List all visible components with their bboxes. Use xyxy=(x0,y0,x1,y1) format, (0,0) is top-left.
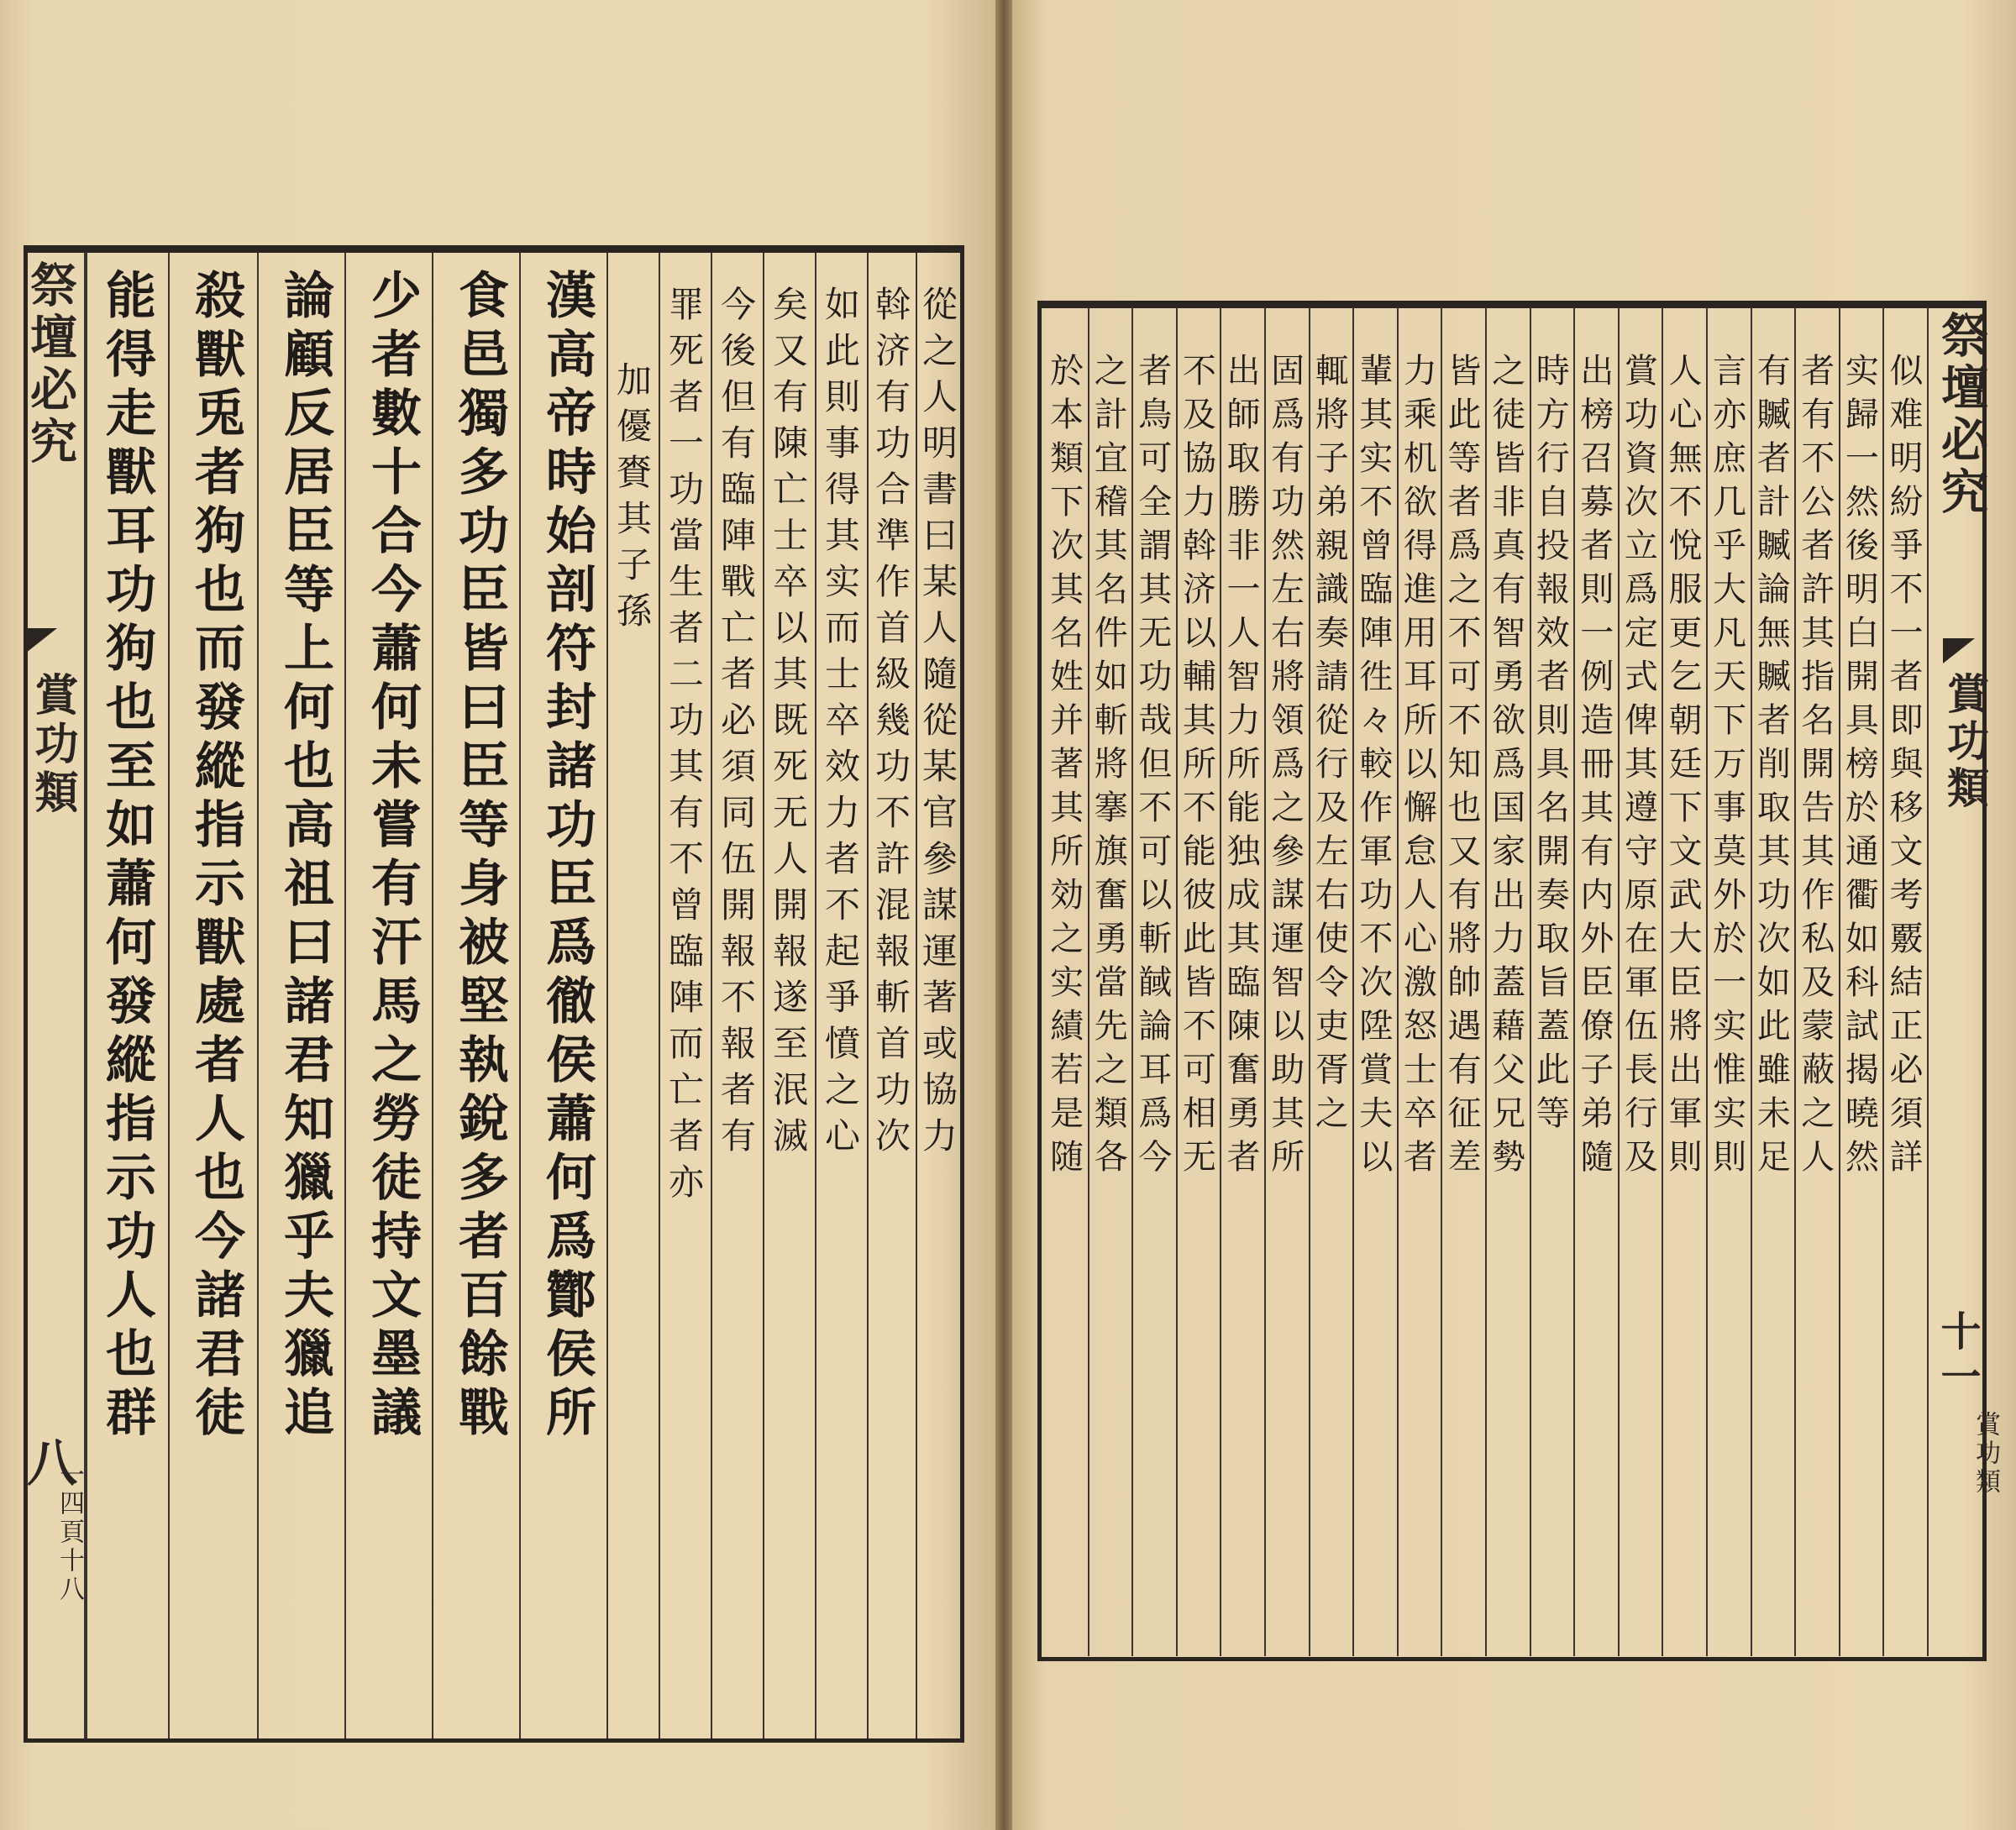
right-column-rule xyxy=(1397,307,1399,1656)
left-column: 斡济有功合準作首級幾功不許混報斬首功次 xyxy=(870,286,911,1163)
left-column: 如此則事得其实而士卒效力者不起爭憤之心 xyxy=(820,286,861,1163)
right-column: 实歸一然後明白開具榜於通衢如科試揭曉然 xyxy=(1840,353,1879,1182)
right-column-rule xyxy=(1882,307,1884,1656)
right-top-rule xyxy=(1037,301,1987,308)
right-margin-side-note: 賞功類 xyxy=(1971,1411,2000,1497)
left-fish-tail xyxy=(25,628,57,653)
left-column: 能得走獸耳功狗也至如蕭何發縱指示功人也群 xyxy=(97,269,156,1445)
right-column-rule xyxy=(1530,307,1531,1656)
right-column-rule xyxy=(1220,307,1221,1656)
left-margin-folio: 八 xyxy=(18,1436,77,1492)
left-margin-side-note: 一四頁十八 xyxy=(55,1461,84,1604)
right-column-rule xyxy=(1264,307,1266,1656)
right-fish-tail xyxy=(1943,638,1975,663)
right-column-rule xyxy=(1485,307,1487,1656)
right-column-rule xyxy=(1706,307,1708,1656)
right-margin-title: 祭壇必究 xyxy=(1934,311,1989,519)
right-column-rule xyxy=(1751,307,1752,1656)
left-column: 食邑獨多功臣皆曰臣等身被堅執銳多者百餘戰 xyxy=(450,269,509,1445)
right-margin-folio: 十一 xyxy=(1934,1310,1981,1401)
right-column: 固爲有功然左右將領爲之參謀運智以助其所 xyxy=(1265,353,1305,1182)
left-column: 少者數十合今蕭何未嘗有汗馬之勞徒持文墨議 xyxy=(363,269,422,1445)
right-column-rule xyxy=(1088,307,1089,1656)
right-column-rule xyxy=(1309,307,1310,1656)
right-column: 似难明紛爭不一者即與移文考覈結正必須詳 xyxy=(1883,353,1923,1182)
left-column-rule xyxy=(519,252,521,1738)
left-column-rule xyxy=(344,252,346,1738)
right-column-rule xyxy=(1176,307,1178,1656)
right-column: 不及協力斡济以輔其所不能彼此皆不可相无 xyxy=(1177,353,1216,1182)
right-column: 人心無不悅服更乞朝廷下文武大臣將出軍則 xyxy=(1662,353,1702,1182)
right-column-rule xyxy=(1794,307,1796,1656)
left-column-rule xyxy=(432,252,433,1738)
right-column: 輩其实不曾臨陣徃々較作軍功不次陞賞夫以 xyxy=(1353,353,1393,1182)
left-top-rule xyxy=(24,245,964,253)
right-column: 皆此等者爲之不可不知也又有將帥遇有征差 xyxy=(1441,353,1481,1182)
book-gutter xyxy=(995,0,1012,1830)
left-column: 從之人明書曰某人隨從某官參謀運著或協力 xyxy=(917,286,958,1163)
right-column: 之徒皆非真有智勇欲爲国家出力蓋藉父兄勢 xyxy=(1486,353,1525,1182)
right-column-rule xyxy=(1441,307,1442,1656)
left-column: 矣又有陳亡士卒以其既死无人開報遂至泯滅 xyxy=(768,286,809,1163)
right-column-rule xyxy=(1618,307,1620,1656)
left-column: 加優賚其子孫 xyxy=(612,361,653,638)
right-column: 於本類下次其名姓并著其所効之实績若是随 xyxy=(1044,353,1084,1182)
left-column-rule xyxy=(168,252,170,1738)
left-margin-title: 祭壇必究 xyxy=(23,260,78,469)
left-column: 罪死者一功當生者二功其有不曾臨陣而亡者亦 xyxy=(664,286,705,1209)
right-column-rule xyxy=(1839,307,1840,1656)
right-column: 有贓者計贓論無贓者削取其功次如此雖未足 xyxy=(1751,353,1791,1182)
right-column-rule xyxy=(1352,307,1354,1656)
right-column: 力乘机欲得進用耳所以懈怠人心激怒士卒者 xyxy=(1398,353,1437,1182)
left-column-rule xyxy=(257,252,259,1738)
left-page xyxy=(0,0,995,1830)
right-column: 者鳥可全謂其无功哉但不可以斬馘論耳爲今 xyxy=(1132,353,1172,1182)
right-column: 出師取勝非一人智力所能独成其臨陳奮勇者 xyxy=(1221,353,1260,1182)
right-column-rule xyxy=(1662,307,1663,1656)
right-column: 者有不公者許其指名開告其作私及蒙蔽之人 xyxy=(1795,353,1835,1182)
right-column: 出榜召募者則一例造冊其有内外臣僚子弟隨 xyxy=(1574,353,1614,1182)
right-column: 言亦庶几乎大凡天下万事莫外於一实惟实則 xyxy=(1707,353,1746,1182)
right-column: 時方行自投報效者則具名開奏取旨蓋此等 xyxy=(1530,353,1570,1139)
right-column: 輒將子弟親識奏請從行及左右使令吏胥之 xyxy=(1310,353,1349,1139)
left-margin-section: 賞功類 xyxy=(27,672,78,818)
left-column: 殺獸兎者狗也而發縱指示獸處者人也今諸君徒 xyxy=(186,269,245,1445)
right-column: 賞功資次立爲定式俾其遵守原在軍伍長行及 xyxy=(1619,353,1658,1182)
right-column-rule xyxy=(1131,307,1133,1656)
left-column: 漢高帝時始剖符封諸功臣爲徹侯蕭何爲酇侯所 xyxy=(538,269,596,1445)
right-margin-section: 賞功類 xyxy=(1940,672,1990,813)
left-column: 論顧反居臣等上何也高祖曰諸君知獵乎夫獵追 xyxy=(276,269,334,1445)
left-column: 今後但有臨陣戰亡者必須同伍開報不報者有 xyxy=(716,286,757,1163)
right-column: 之計宜稽其名件如斬將搴旗奮勇當先之類各 xyxy=(1089,353,1128,1182)
right-page xyxy=(1012,0,2016,1830)
right-column-rule xyxy=(1573,307,1575,1656)
